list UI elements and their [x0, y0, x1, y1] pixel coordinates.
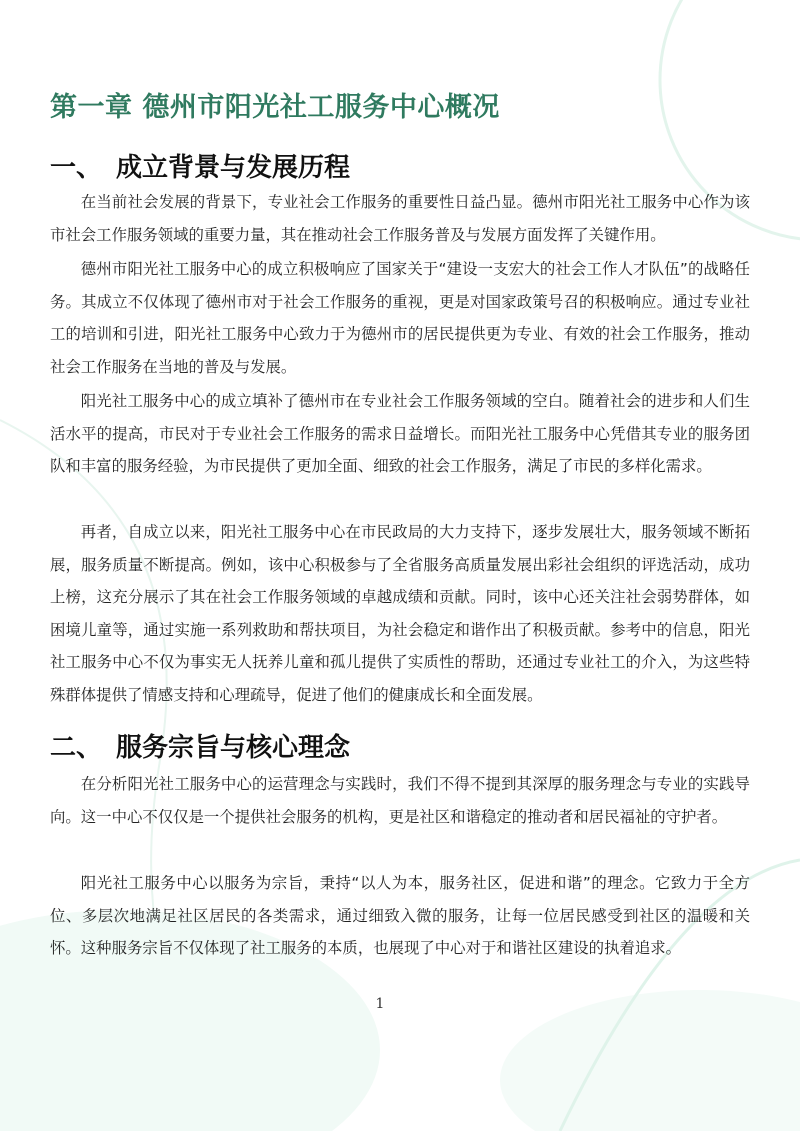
- paragraph: 阳光社工服务中心的成立填补了德州市在专业社会工作服务领域的空白。随着社会的进步和人们生活水平的提高，市民对于专业社会工作服务的需求日益增长。而阳光社工服务中心凭借其专业的服务团队和丰富的服务经验，为市民提供了更加全面、细致的社会工作服务，满足了市民的多样化需求。: [50, 392, 750, 475]
- paragraph: 在分析阳光社工服务中心的运营理念与实践时，我们不得不提到其深厚的服务理念与专业的实践导向。这一中心不仅仅是一个提供社会服务的机构，更是社区和谐稳定的推动者和居民福祉的守护者。: [50, 775, 750, 826]
- section-number: 一、: [50, 153, 103, 183]
- section-heading-1: [50, 150, 350, 186]
- paragraph: 再者，自成立以来，阳光社工服务中心在市民政局的大力支持下，逐步发展壮大，服务领域不断拓展，服务质量不断提高。例如，该中心积极参与了全省服务高质量发展出彩社会组织的评选活动，成功上榜，这充分展示了其在社会工作服务领域的卓越成绩和贡献。同时，该中心还关注社会弱势群体，如困境儿童等，通过实施一系列救助和帮扶项目，为社会稳定和谐作出了积极贡献。参考中的信息，阳光社工服务中心不仅为事实无人抚养儿童和孤儿提供了实质性的帮助，还通过专业社工的介入，为这些特殊群体提供了情感支持和心理疏导，促进了他们的健康成长和全面发展。: [50, 523, 750, 704]
- chapter-title: 第一章 德州市阳光社工服务中心概况: [50, 92, 500, 123]
- paragraph: 在当前社会发展的背景下，专业社会工作服务的重要性日益凸显。德州市阳光社工服务中心作为该市社会工作服务领域的重要力量，其在推动社会工作服务普及与发展方面发挥了关键作用。: [50, 193, 750, 244]
- section-title-text: 成立背景与发展历程: [116, 153, 351, 183]
- paragraph: 德州市阳光社工服务中心的成立积极响应了国家关于“建设一支宏大的社会工作人才队伍”的战略任务。其成立不仅体现了德州市对于社会工作服务的重视，更是对国家政策号召的积极响应。通过专业社工的培训和引进，阳光社工服务中心致力于为德州市的居民提供更为专业、有效的社会工作服务，推动社会工作服务在当地的普及与发展。: [50, 260, 750, 376]
- section-title-text: 服务宗旨与核心理念: [116, 733, 351, 763]
- section-number: 二、: [50, 733, 103, 763]
- page-number: 1: [375, 996, 385, 1012]
- decor-glow-bottom-right: [500, 990, 800, 1131]
- section-heading-2: [50, 730, 350, 766]
- paragraph: 阳光社工服务中心以服务为宗旨，秉持“以人为本，服务社区，促进和谐”的理念。它致力于全方位、多层次地满足社区居民的各类需求，通过细致入微的服务，让每一位居民感受到社区的温暖和关怀。这种服务宗旨不仅体现了社工服务的本质，也展现了中心对于和谐社区建设的执着追求。: [50, 874, 750, 957]
